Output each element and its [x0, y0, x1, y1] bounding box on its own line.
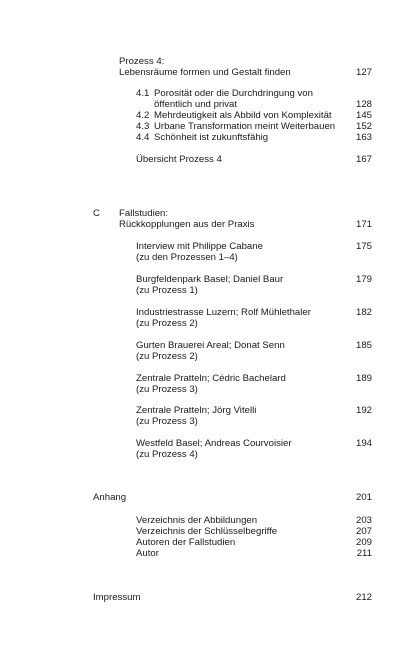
section-c-title: Rückkopplungen aus der Praxis	[119, 219, 255, 230]
prozess4-label: Prozess 4:	[119, 56, 165, 67]
overview-prozess4-label: Übersicht Prozess 4	[136, 154, 222, 165]
overview-prozess4-page: 167	[355, 154, 372, 165]
case-entry-1-page: 175	[355, 241, 372, 252]
case-entry-6-title: Zentrale Pratteln; Jörg Vitelli	[136, 405, 257, 416]
case-entry-3-page: 182	[355, 307, 372, 318]
item-4-1-number: 4.1	[136, 88, 150, 99]
prozess4-page: 127	[355, 67, 372, 78]
case-entry-2-page: 179	[355, 274, 372, 285]
anhang-item-1-label: Verzeichnis der Abbildungen	[136, 515, 258, 526]
case-entry-6-subtitle: (zu Prozess 3)	[136, 416, 198, 427]
case-entry-4-subtitle: (zu Prozess 2)	[136, 351, 198, 362]
section-c-label: Fallstudien:	[119, 208, 169, 219]
case-entry-4-page: 185	[355, 340, 372, 351]
prozess4-title: Lebensräume formen und Gestalt finden	[119, 67, 291, 78]
section-c-page: 171	[355, 219, 372, 230]
item-4-4-title: Schönheit ist zukunftsfähig	[154, 132, 269, 143]
case-entry-7-subtitle: (zu Prozess 4)	[136, 449, 198, 460]
anhang-item-2-page: 207	[355, 526, 372, 537]
case-entry-4-title: Gurten Brauerei Areal; Donat Senn	[136, 340, 285, 351]
anhang-title: Anhang	[93, 492, 127, 503]
case-entry-1-title: Interview mit Philippe Cabane	[136, 241, 263, 252]
case-entry-6-page: 192	[355, 405, 372, 416]
item-4-3-number: 4.3	[136, 121, 150, 132]
anhang-item-2-label: Verzeichnis der Schlüsselbegriffe	[136, 526, 278, 537]
impressum-page: 212	[355, 592, 372, 603]
case-entry-5-subtitle: (zu Prozess 3)	[136, 384, 198, 395]
case-entry-2-subtitle: (zu Prozess 1)	[136, 285, 198, 296]
impressum-title: Impressum	[93, 592, 141, 603]
case-entry-3-title: Industriestrasse Luzern; Rolf Mühlethaler	[136, 307, 311, 318]
item-4-4-page: 163	[355, 132, 372, 143]
case-entry-2-title: Burgfeldenpark Basel; Daniel Baur	[136, 274, 284, 285]
anhang-item-4-label: Autor	[136, 548, 159, 559]
case-entry-7-title: Westfeld Basel; Andreas Courvoisier	[136, 438, 292, 449]
item-4-4-number: 4.4	[136, 132, 150, 143]
anhang-page: 201	[355, 492, 372, 503]
anhang-item-4-page: 211	[356, 548, 372, 559]
item-4-2-number: 4.2	[136, 110, 150, 121]
item-4-1-title: Porosität oder die Durchdringung von	[154, 88, 313, 99]
item-4-2-page: 145	[355, 110, 372, 121]
case-entry-3-subtitle: (zu Prozess 2)	[136, 318, 198, 329]
case-entry-1-subtitle: (zu den Prozessen 1–4)	[136, 252, 238, 263]
case-entry-5-page: 189	[355, 373, 372, 384]
anhang-item-3-page: 209	[355, 537, 372, 548]
case-entry-7-page: 194	[355, 438, 372, 449]
anhang-item-3-label: Autoren der Fallstudien	[136, 537, 236, 548]
case-entry-5-title: Zentrale Pratteln; Cédric Bachelard	[136, 373, 286, 384]
item-4-3-title: Urbane Transformation meint Weiterbauen	[154, 121, 336, 132]
anhang-item-1-page: 203	[355, 515, 372, 526]
item-4-1-page: 128	[355, 99, 372, 110]
section-c-letter: C	[93, 208, 100, 219]
item-4-1-title-cont: öffentlich und privat	[154, 99, 238, 110]
item-4-2-title: Mehrdeutigkeit als Abbild von Komplexität	[154, 110, 332, 121]
item-4-3-page: 152	[355, 121, 372, 132]
